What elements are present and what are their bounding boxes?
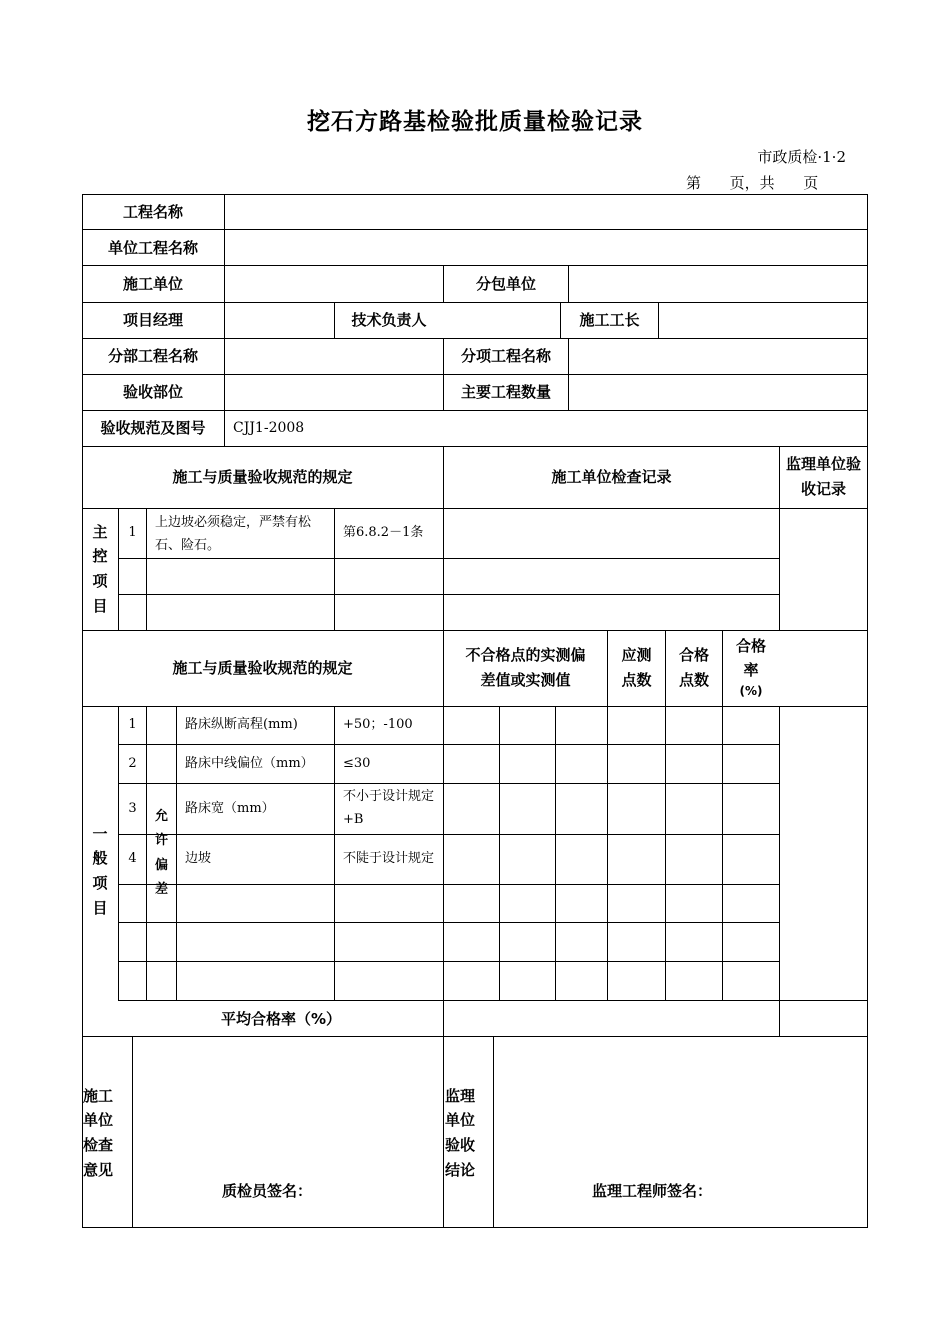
avg-pass-rate-field[interactable]: [444, 1001, 779, 1036]
main-quantity-label: 主要工程数量: [460, 383, 551, 401]
construction-unit-field[interactable]: [225, 266, 443, 302]
spec-drawing-label: 验收规范及图号: [100, 419, 206, 437]
acceptance-part-field[interactable]: [225, 374, 443, 410]
general-item-4-name: 边坡: [185, 851, 212, 867]
general-item-1-no: 1: [128, 717, 137, 733]
main-item-1-desc: 上边坡必须稳定，严禁有松石、险石。: [155, 515, 312, 553]
avg-pass-rate-label: 平均合格率（%）: [220, 1009, 342, 1028]
allowed-deviation-label: [147, 707, 176, 1000]
inspector-signature: 质检员签名：: [221, 1182, 312, 1200]
supervisor-conclusion-text: 监理单位验收结论: [444, 1086, 475, 1179]
general-item-3-name: 路床宽（mm）: [185, 800, 275, 816]
deviation-header: 不合格点的实测偏差值或实测值: [465, 646, 586, 689]
contractor-check-header: 施工单位检查记录: [551, 468, 672, 486]
subitem-name-label: 分项工程名称: [460, 347, 551, 365]
main-control-label: [82, 508, 118, 630]
main-item-1-check[interactable]: [444, 509, 779, 558]
general-item-4-value: 不陡于设计规定: [343, 851, 435, 867]
main-quantity-field[interactable]: [569, 374, 867, 410]
general-item-1-value: +50；-100: [343, 717, 413, 733]
general-item-2-no: 2: [128, 755, 137, 771]
foreman-label: 施工工长: [579, 311, 640, 329]
project-name-label: 工程名称: [122, 203, 183, 221]
contractor-opinion-text: 施工单位检查意见: [82, 1086, 113, 1179]
tech-leader-label: 技术负责人: [351, 311, 427, 329]
unit-project-name-field[interactable]: [225, 230, 867, 266]
division-name-field[interactable]: [225, 338, 443, 374]
general-item-4-no: 4: [128, 851, 137, 867]
division-name-label: 分部工程名称: [107, 347, 198, 365]
main-control-label-text: 主控项目: [92, 522, 108, 615]
general-spec-rules-header: 施工与质量验收规范的规定: [172, 659, 353, 677]
supervisor-record-header: 监理单位验收记录: [786, 455, 862, 498]
general-item-2-name: 路床中线偏位（mm）: [185, 755, 314, 771]
inspection-record-table: [82, 194, 868, 1228]
acceptance-part-label: 验收部位: [122, 383, 183, 401]
project-manager-label: 项目经理: [122, 311, 183, 329]
main-item-1-no: 1: [128, 525, 137, 541]
general-item-2-value: ≤30: [343, 755, 371, 771]
project-name-field[interactable]: [225, 194, 867, 230]
pass-rate-header-text: 合格率: [735, 637, 766, 679]
subitem-name-field[interactable]: [569, 338, 867, 374]
general-label-text: 一般项目: [92, 824, 108, 917]
main-control-supervisor[interactable]: [780, 509, 867, 630]
spec-drawing-value: CJJ1-2008: [233, 419, 305, 436]
supervisor-conclusion-label: [444, 1037, 493, 1227]
general-item-3-no: 3: [128, 800, 137, 816]
subcontract-unit-label: 分包单位: [475, 275, 536, 293]
form-title: 挖石方路基检验批质量检验记录: [307, 109, 643, 135]
subcontract-unit-field[interactable]: [569, 266, 867, 302]
form-code: 市政质检·1·2: [757, 148, 846, 166]
points-measured-header: 应测点数: [621, 646, 652, 689]
general-item-1-name: 路床纵断高程(mm): [185, 717, 298, 733]
project-manager-field[interactable]: [225, 302, 334, 338]
foreman-field[interactable]: [659, 302, 867, 338]
points-passed-header: 合格点数: [678, 646, 709, 689]
pass-rate-unit: (%): [739, 683, 763, 698]
tech-leader-field[interactable]: [444, 302, 560, 338]
allowed-deviation-text: 允许偏差: [154, 809, 168, 897]
general-supervisor[interactable]: [780, 707, 867, 1036]
spec-rules-header: 施工与质量验收规范的规定: [172, 468, 353, 486]
pass-rate-header: [723, 630, 779, 706]
construction-unit-label: 施工单位: [122, 275, 183, 293]
unit-project-name-label: 单位工程名称: [107, 239, 198, 257]
general-label: [82, 706, 118, 1036]
engineer-signature: 监理工程师签名：: [591, 1182, 712, 1200]
contractor-opinion-label: [82, 1037, 132, 1227]
main-item-1-clause: 第6.8.2－1条: [343, 525, 424, 541]
page-info: 第 页，共 页: [686, 174, 819, 192]
general-item-3-value: 不小于设计规定+B: [343, 789, 435, 827]
